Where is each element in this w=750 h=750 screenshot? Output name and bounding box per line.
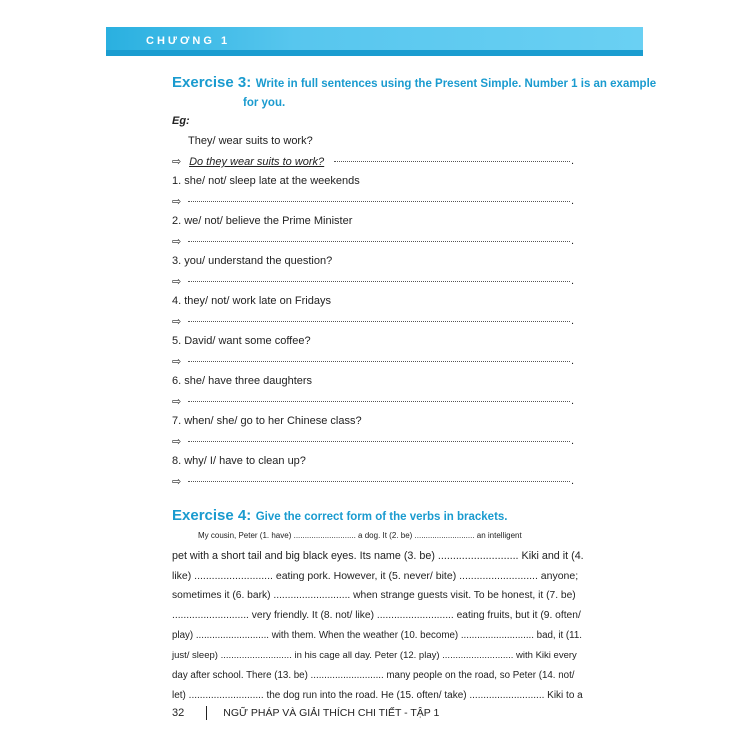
paragraph-line: sometimes it (6. bark) ........................... when strange guests visit. To be honest, it (7. be) — [172, 590, 576, 601]
book-title: NGỮ PHÁP VÀ GIẢI THÍCH CHI TIẾT - TẬP 1 — [223, 707, 440, 719]
page-number: 32 — [172, 707, 185, 719]
chapter-banner — [106, 27, 643, 56]
line-end: . — [571, 435, 575, 447]
question-7: 7. when/ she/ go to her Chinese class? — [172, 415, 362, 427]
chapter-label: CHƯƠNG 1 — [146, 35, 231, 47]
question-5: 5. David/ want some coffee? — [172, 335, 311, 347]
example-label: Eg: — [172, 115, 190, 127]
exercise-4-paragraph — [172, 526, 584, 706]
question-6: 6. she/ have three daughters — [172, 375, 313, 387]
answer-line-7[interactable] — [188, 434, 570, 442]
paragraph-line: let) ........................... the dog run into the road. He (15. often/ take) ........................... Kiki to a — [172, 690, 583, 701]
exercise-4-instruction: Give the correct form of the verbs in brackets. — [255, 511, 508, 523]
line-end: . — [571, 315, 575, 327]
line-end: . — [571, 195, 575, 207]
paragraph-line: day after school. There (13. be) ........................... many people on the road, so Peter (14. not/ — [172, 670, 575, 681]
exercise-4-label: Exercise 4: — [172, 507, 252, 524]
arrow-icon: ⇨ — [172, 156, 182, 168]
answer-line-4[interactable] — [188, 314, 570, 322]
line-end: . — [571, 395, 575, 407]
example-answer-line — [172, 155, 324, 168]
answer-arrow: ⇨ — [172, 196, 182, 208]
question-4: 4. they/ not/ work late on Fridays — [172, 295, 331, 307]
answer-arrow: ⇨ — [172, 356, 182, 368]
example-prompt: They/ wear suits to work? — [188, 135, 313, 147]
answer-line-3[interactable] — [188, 274, 570, 282]
example-answer: Do they wear suits to work? — [189, 156, 325, 168]
answer-arrow: ⇨ — [172, 276, 182, 288]
answer-arrow: ⇨ — [172, 396, 182, 408]
paragraph-line: just/ sleep) ........................... in his cage all day. Peter (12. play) ........................... with Kiki every — [172, 650, 577, 661]
exercise-3-label: Exercise 3: — [172, 74, 252, 91]
paragraph-line: ........................... very friendly. It (8. not/ like) ........................... eating fruits, but it (9. often/ — [172, 610, 581, 621]
paragraph-line: My cousin, Peter (1. have) ............................ a dog. It (2. be) ........................... an intelligent — [198, 531, 522, 540]
answer-line-6[interactable] — [188, 394, 570, 402]
paragraph-line: pet with a short tail and big black eyes. Its name (3. be) ........................... Kiki and it (4. — [172, 550, 584, 562]
question-2: 2. we/ not/ believe the Prime Minister — [172, 215, 353, 227]
paragraph-line: like) ........................... eating pork. However, it (5. never/ bite) ........................... anyone; — [172, 570, 579, 582]
exercise-3-title — [172, 74, 656, 92]
answer-line-1[interactable] — [188, 194, 570, 202]
line-end: . — [571, 155, 575, 167]
line-end: . — [571, 275, 575, 287]
answer-line-2[interactable] — [188, 234, 570, 242]
line-end: . — [571, 355, 575, 367]
paragraph-line: play) ........................... with them. When the weather (10. become) ........................... bad, it (11. — [172, 630, 583, 641]
answer-line-8[interactable] — [188, 474, 570, 482]
footer-divider — [206, 706, 207, 720]
page-footer — [172, 706, 439, 720]
question-1: 1. she/ not/ sleep late at the weekends — [172, 175, 360, 187]
answer-arrow: ⇨ — [172, 476, 182, 488]
answer-arrow: ⇨ — [172, 316, 182, 328]
line-end: . — [571, 235, 575, 247]
answer-dots — [334, 154, 570, 162]
line-end: . — [571, 475, 575, 487]
question-3: 3. you/ understand the question? — [172, 255, 333, 267]
question-8: 8. why/ I/ have to clean up? — [172, 455, 306, 467]
exercise-4-title — [172, 507, 508, 525]
answer-arrow: ⇨ — [172, 236, 182, 248]
exercise-3-instruction: Write in full sentences using the Present Simple. Number 1 is an example — [255, 78, 657, 90]
exercise-3-instruction-cont: for you. — [243, 97, 286, 109]
answer-arrow: ⇨ — [172, 436, 182, 448]
answer-line-5[interactable] — [188, 354, 570, 362]
